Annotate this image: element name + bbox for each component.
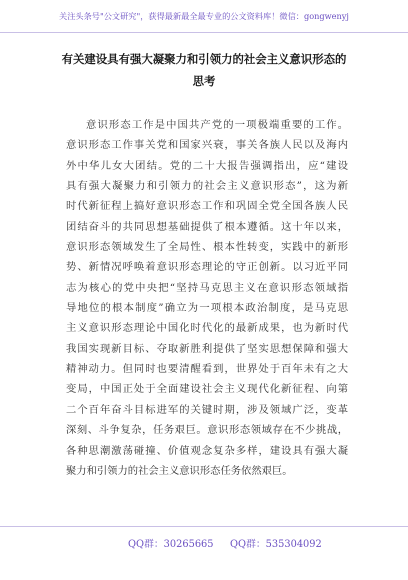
body-line: 外中华儿女大团结。党的二十大报告强调指出，应“建设 — [66, 159, 348, 172]
body-line: 深刻、斗争复杂，任务艰巨。意识形态领域存在不少挑战， — [66, 424, 348, 437]
title-line-1: 有关建设具有强大凝聚力和引领力的社会主义意识形态的 — [61, 52, 347, 66]
header-promo-text: 关注头条号"公文研究"，获得最新最全最专业的公文资料库！微信：gongwenyj — [59, 10, 349, 21]
qq-group-2: QQ群：535304092 — [230, 539, 322, 550]
page-header — [0, 0, 408, 33]
body-line: 势、新情况呼唤着意识形态理论的守正创新。以习近平同 — [66, 261, 348, 274]
body-line: 志为核心的党中央把“坚持马克思主义在意识形态领域指 — [66, 281, 348, 294]
body-line: 主义意识形态理论中国化时代化的最新成果，也为新时代 — [66, 322, 348, 335]
body-line: 聚力和引领力的社会主义意识形态任务依然艰巨。 — [66, 464, 293, 477]
document-body — [66, 115, 348, 481]
body-line: 团结奋斗的共同思想基础提供了根本遵循。这十年以来， — [66, 220, 348, 233]
document-title — [30, 48, 378, 92]
body-line: 变局，中国正处于全面建设社会主义现代化新征程、向第 — [66, 383, 348, 396]
body-line: 具有强大凝聚力和引领力的社会主义意识形态”，这为新 — [66, 180, 348, 193]
body-line: 意识形态领域发生了全局性、根本性转变，实践中的新形 — [66, 241, 348, 254]
body-line: 时代新征程上搞好意识形态工作和巩固全党全国各族人民 — [66, 200, 348, 213]
qq-group-1: QQ群：30265665 — [128, 539, 214, 550]
body-line: 我国实现新目标、夺取新胜利提供了坚实思想保障和强大 — [66, 342, 348, 355]
title-line-2: 思考 — [192, 74, 216, 88]
body-line: 导地位的根本制度”确立为一项根本政治制度，是马克思 — [66, 302, 348, 315]
body-line: 二个百年奋斗目标进军的关键时期，涉及领域广泛，变革 — [66, 403, 348, 416]
body-line: 各种思潮激荡碰撞、价值观念复杂多样，建设具有强大凝 — [66, 444, 348, 457]
body-line: 精神动力。但同时也要清醒看到，世界处于百年未有之大 — [66, 363, 348, 376]
body-line: 意识形态工作是中国共产党的一项极端重要的工作。 — [86, 119, 348, 131]
body-line: 意识形态工作事关党和国家兴衰，事关各族人民以及海内 — [66, 139, 348, 152]
